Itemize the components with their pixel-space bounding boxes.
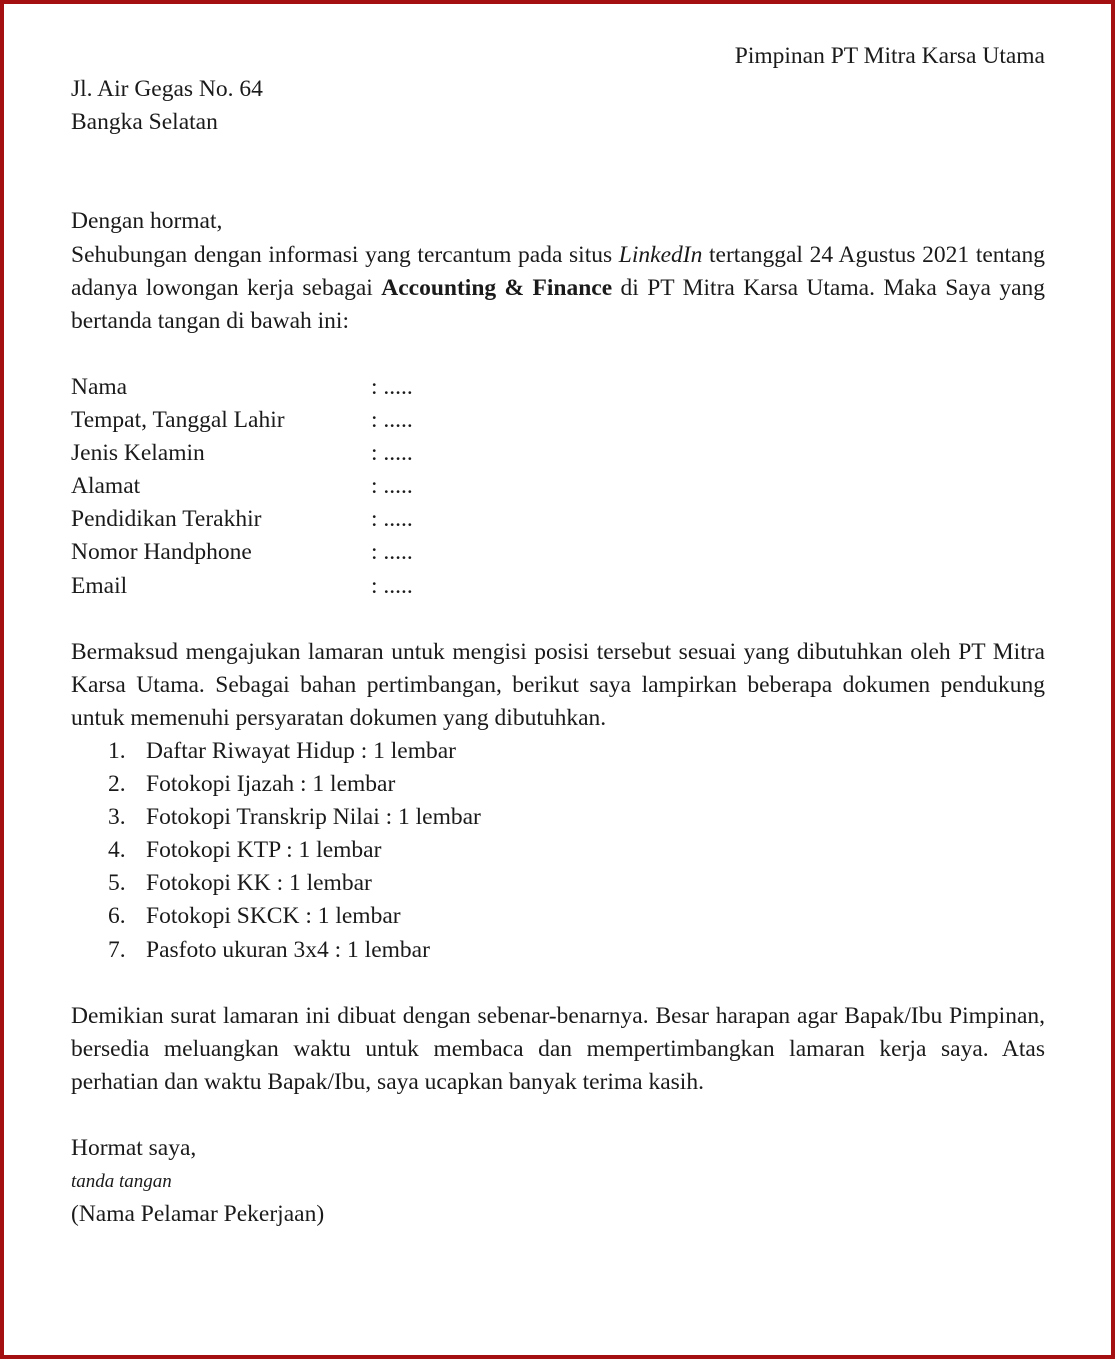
field-label: Pendidikan Terakhir xyxy=(71,506,262,533)
intro-text-3: di PT Mitra Karsa Utama. Maka Saya yang bertanda tangan di bawah ini: xyxy=(71,274,1045,334)
list-text: Pasfoto ukuran 3x4 : 1 lembar xyxy=(146,936,430,963)
body-paragraph: Bermaksud mengajukan lamaran untuk mengisi posisi tersebut sesuai yang dibutuhkan oleh PT Mitra Karsa Utama. Sebagai bahan pertimbangan, berikut saya lampirkan beberapa dokumen pendukung untuk memenuhi persyaratan dokumen yang dibutuhkan. xyxy=(71,638,1045,731)
spacer xyxy=(71,967,1045,1000)
field-value: : ..... xyxy=(371,572,413,599)
field-label: Email xyxy=(71,572,128,599)
field-label: Tempat, Tanggal Lahir xyxy=(71,407,285,434)
list-number: 3. xyxy=(108,804,126,831)
address-line-2: Bangka Selatan xyxy=(71,109,218,136)
field-row xyxy=(71,404,1045,437)
field-value: : ..... xyxy=(371,407,413,434)
field-row xyxy=(71,503,1045,536)
field-row xyxy=(71,536,1045,569)
field-value: : ..... xyxy=(371,539,413,566)
list-text: Fotokopi Transkrip Nilai : 1 lembar xyxy=(146,804,481,831)
field-label: Jenis Kelamin xyxy=(71,440,205,467)
intro-source: LinkedIn xyxy=(618,241,703,268)
list-item xyxy=(71,900,1045,933)
list-number: 5. xyxy=(108,870,126,897)
list-item xyxy=(71,801,1045,834)
letter-document xyxy=(71,40,1045,1231)
list-number: 7. xyxy=(108,936,126,963)
field-label: Nomor Handphone xyxy=(71,539,252,566)
field-row xyxy=(71,470,1045,503)
address-line-1: Jl. Air Gegas No. 64 xyxy=(71,76,263,103)
sign-off: Hormat saya, xyxy=(71,1135,197,1162)
list-number: 1. xyxy=(108,737,126,764)
attachment-list xyxy=(71,735,1045,967)
list-item xyxy=(71,834,1045,867)
list-number: 4. xyxy=(108,837,126,864)
list-text: Fotokopi KTP : 1 lembar xyxy=(146,837,382,864)
list-number: 2. xyxy=(108,771,126,798)
field-value: : ..... xyxy=(371,373,413,400)
spacer xyxy=(71,139,1045,205)
list-item xyxy=(71,735,1045,768)
list-text: Daftar Riwayat Hidup : 1 lembar xyxy=(146,737,456,764)
field-label: Alamat xyxy=(71,473,141,500)
signature-placeholder: tanda tangan xyxy=(71,1171,172,1193)
spacer xyxy=(71,603,1045,636)
intro-position: Accounting & Finance xyxy=(381,274,613,301)
field-row xyxy=(71,437,1045,470)
recipient-line: Pimpinan PT Mitra Karsa Utama xyxy=(734,43,1045,69)
list-number: 6. xyxy=(108,903,126,930)
list-item xyxy=(71,867,1045,900)
list-text: Fotokopi SKCK : 1 lembar xyxy=(146,903,401,930)
list-item xyxy=(71,934,1045,967)
intro-text-1: Sehubungan dengan informasi yang tercantum pada situs xyxy=(71,241,619,268)
spacer xyxy=(71,1099,1045,1132)
closing-paragraph: Demikian surat lamaran ini dibuat dengan sebenar-benarnya. Besar harapan agar Bapak/Ibu Pimpinan, bersedia meluangkan waktu untuk membaca dan mempertimbangkan lamaran kerja saya. Atas perhatian dan waktu Bapak/Ibu, saya ucapkan banyak terima kasih. xyxy=(71,1002,1045,1095)
intro-paragraph xyxy=(71,239,1045,338)
field-value: : ..... xyxy=(371,506,413,533)
field-value: : ..... xyxy=(371,440,413,467)
applicant-fields xyxy=(71,371,1045,603)
field-value: : ..... xyxy=(371,473,413,500)
field-row xyxy=(71,371,1045,404)
field-label: Nama xyxy=(71,373,128,400)
field-row xyxy=(71,570,1045,603)
list-text: Fotokopi KK : 1 lembar xyxy=(146,870,372,897)
greeting: Dengan hormat, xyxy=(71,208,223,235)
spacer xyxy=(71,338,1045,371)
signer-name: (Nama Pelamar Pekerjaan) xyxy=(71,1201,325,1228)
list-item xyxy=(71,768,1045,801)
intro-text-2: tertanggal 24 Agustus 2021 tentang adanya lowongan kerja sebagai xyxy=(71,241,1045,301)
list-text: Fotokopi Ijazah : 1 lembar xyxy=(146,771,396,798)
